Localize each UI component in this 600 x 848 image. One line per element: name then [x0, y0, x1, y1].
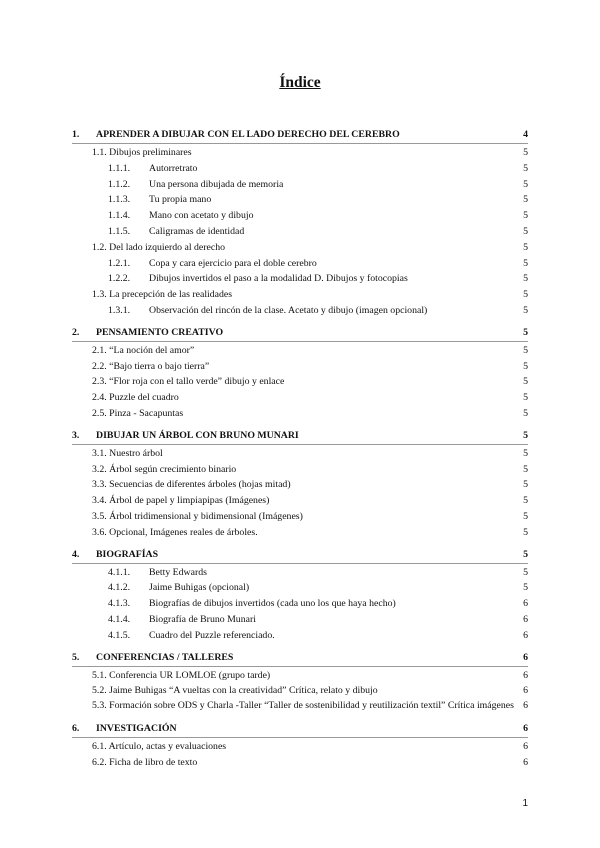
toc-subitem-number: 1.2.1.: [108, 257, 131, 269]
toc-page-number: 5: [523, 289, 528, 301]
toc-item[interactable]: [72, 240, 528, 256]
toc-subitem-text: Jaime Buhigas (opcional): [149, 582, 250, 594]
toc-subitem-text: Biografía de Bruno Munari: [149, 613, 256, 625]
toc-subitem-text: Dibujos invertidos el paso a la modalidad D. Dibujos y fotocopias: [149, 273, 408, 285]
toc-heading[interactable]: [72, 546, 528, 564]
toc-item-text: 3.5. Árbol tridimensional y bidimensional (Imágenes): [92, 510, 303, 522]
toc-page-number: 5: [523, 241, 528, 253]
toc-heading-text: DIBUJAR UN ÁRBOL CON BRUNO MUNARI: [96, 429, 299, 441]
toc-subitem-text: Betty Edwards: [149, 566, 207, 578]
toc-item[interactable]: [72, 145, 528, 161]
toc-item[interactable]: [72, 509, 528, 525]
toc-page-number: 5: [523, 360, 528, 372]
toc-page-number: 6: [523, 740, 528, 752]
toc-subitem[interactable]: [72, 628, 528, 644]
toc-subitem[interactable]: [72, 596, 528, 612]
toc-item[interactable]: [72, 739, 528, 755]
toc-heading[interactable]: [72, 324, 528, 342]
toc-page-number: 5: [523, 304, 528, 316]
toc-page-number: 5: [523, 548, 528, 560]
toc-item-text: 2.5. Pinza - Sacapuntas: [92, 407, 184, 419]
toc-subitem-text: Autorretrato: [149, 162, 198, 174]
toc-subitem-number: 1.3.1.: [108, 304, 131, 316]
toc-item-text: 1.1. Dibujos preliminares: [92, 147, 192, 158]
toc-heading[interactable]: [72, 720, 528, 738]
toc-item[interactable]: [72, 755, 528, 771]
toc-page-number: 5: [523, 495, 528, 507]
toc-section: [72, 126, 528, 319]
toc-item-text: 3.2. Árbol según crecimiento binario: [92, 463, 237, 475]
toc-page-number: 5: [523, 210, 528, 222]
document-title: Índice: [279, 74, 321, 91]
toc-heading-number: 6.: [72, 722, 80, 734]
toc-page-number: 5: [523, 376, 528, 388]
toc-subitem-text: Observación del rincón de la clase. Acetato y dibujo (imagen opcional): [149, 304, 428, 316]
toc-subitem[interactable]: [72, 208, 528, 224]
toc-page-number: 6: [523, 685, 528, 697]
toc-heading-number: 3.: [72, 429, 80, 441]
toc-section: [72, 324, 528, 422]
toc-page-number: 6: [523, 613, 528, 625]
toc-subitem[interactable]: [72, 612, 528, 628]
toc-item[interactable]: [72, 699, 528, 715]
toc-item-text: 1.2. Del lado izquierdo al derecho: [92, 241, 226, 253]
toc-page-number: 5: [523, 147, 528, 158]
toc-heading-text: PENSAMIENTO CREATIVO: [96, 326, 224, 338]
toc-page-number: 5: [523, 225, 528, 237]
toc-subitem-text: Copa y cara ejercicio para el doble cerebro: [149, 257, 317, 269]
toc-heading-text: INVESTIGACIÓN: [96, 722, 177, 734]
toc-item-text: 5.1. Conferencia UR LOMLOE (grupo tarde): [92, 669, 271, 681]
toc-subitem-number: 1.1.1.: [108, 162, 131, 174]
toc-item-text: 3.3. Secuencias de diferentes árboles (hojas mitad): [92, 479, 291, 491]
toc-page-number: 6: [523, 598, 528, 610]
toc-page-number: 5: [523, 257, 528, 269]
toc-subitem[interactable]: [72, 161, 528, 177]
toc-page-number: 5: [523, 162, 528, 174]
toc-heading[interactable]: [72, 649, 528, 667]
toc-heading-number: 5.: [72, 651, 80, 663]
toc-heading-text: APRENDER A DIBUJAR CON EL LADO DERECHO DEL CEREBRO: [96, 129, 400, 140]
toc-section: [72, 427, 528, 541]
toc-page-number: 5: [523, 463, 528, 475]
toc-item-text: 2.4. Puzzle del cuadro: [92, 392, 179, 404]
toc-section: [72, 720, 528, 771]
toc-item[interactable]: [72, 359, 528, 375]
toc-page-number: 5: [523, 526, 528, 538]
toc-subitem-number: 4.1.3.: [108, 598, 131, 610]
toc-page-number: 6: [523, 722, 528, 734]
toc-page-number: 5: [523, 273, 528, 285]
toc-item[interactable]: [72, 287, 528, 303]
toc-item[interactable]: [72, 406, 528, 422]
toc-subitem[interactable]: [72, 177, 528, 193]
toc-page-number: 6: [523, 651, 528, 663]
toc-item-text: 6.2. Ficha de libro de texto: [92, 756, 198, 768]
toc-section: [72, 649, 528, 715]
toc-subitem[interactable]: [72, 256, 528, 272]
toc-heading[interactable]: [72, 427, 528, 445]
toc-heading-number: 2.: [72, 326, 80, 338]
toc-item-text: 2.3. “Flor roja con el tallo verde” dibujo y enlace: [92, 376, 285, 388]
toc-subitem-number: 1.1.4.: [108, 210, 131, 222]
toc-item-text: 2.2. “Bajo tierra o bajo tierra”: [92, 360, 210, 372]
toc-page-number: 6: [523, 700, 528, 712]
toc-page-number: 4: [523, 129, 528, 140]
toc-page-number: 5: [523, 447, 528, 459]
toc-item-text: 5.2. Jaime Buhigas “A vueltas con la creatividad” Crítica, relato y dibujo: [92, 685, 378, 697]
toc-subitem-number: 4.1.1.: [108, 566, 131, 578]
toc-item[interactable]: [72, 462, 528, 478]
toc-subitem-text: Una persona dibujada de memoria: [149, 178, 284, 190]
toc-item[interactable]: [72, 343, 528, 359]
toc-subitem-text: Caligramas de identidad: [149, 225, 245, 237]
toc-page-number: 5: [523, 582, 528, 594]
toc-page-number: 5: [523, 392, 528, 404]
toc-item[interactable]: [72, 525, 528, 541]
toc-subitem-text: Tu propia mano: [149, 194, 212, 206]
toc-page-number: 5: [523, 344, 528, 356]
toc-subitem-number: 1.1.3.: [108, 194, 131, 206]
toc-page-number: 5: [523, 566, 528, 578]
toc-heading[interactable]: [72, 126, 528, 144]
toc-item[interactable]: [72, 668, 528, 684]
page-number: 1: [522, 798, 528, 809]
toc-page-number: 5: [523, 510, 528, 522]
toc-page-number: 5: [523, 479, 528, 491]
toc-item[interactable]: [72, 493, 528, 509]
toc-subitem-number: 4.1.4.: [108, 613, 131, 625]
toc-item[interactable]: [72, 477, 528, 493]
toc-item[interactable]: [72, 683, 528, 699]
toc-subitem[interactable]: [72, 224, 528, 240]
toc-section: [72, 546, 528, 644]
toc-page-number: 6: [523, 669, 528, 681]
toc-page-number: 6: [523, 629, 528, 641]
toc-subitem[interactable]: [72, 580, 528, 596]
toc-heading-number: 4.: [72, 548, 80, 560]
toc-subitem-number: 4.1.2.: [108, 582, 131, 594]
toc-item-text: 3.1. Nuestro árbol: [92, 447, 163, 459]
toc-subitem[interactable]: [72, 271, 528, 287]
table-of-contents: [72, 126, 528, 771]
toc-item-text: 2.1. “La noción del amor”: [92, 344, 195, 356]
toc-subitem-number: 1.2.2.: [108, 273, 131, 285]
toc-item[interactable]: [72, 390, 528, 406]
toc-item-text: 3.4. Árbol de papel y limpiapipas (Imágenes): [92, 495, 270, 507]
toc-subitem-text: Biografías de dibujos invertidos (cada uno los que haya hecho): [149, 598, 396, 610]
toc-subitem[interactable]: [72, 192, 528, 208]
toc-item-text: 5.3. Formación sobre ODS y Charla -Taller “Taller de sostenibilidad y reutilización textil” Crítica imágenes: [92, 700, 514, 712]
toc-page-number: 5: [523, 326, 528, 338]
toc-page-number: 5: [523, 407, 528, 419]
toc-subitem[interactable]: [72, 565, 528, 581]
toc-item-text: 1.3. La precepción de las realidades: [92, 289, 233, 301]
toc-item[interactable]: [72, 446, 528, 462]
toc-page-number: 5: [523, 429, 528, 441]
toc-subitem-number: 1.1.2.: [108, 178, 131, 190]
toc-page-number: 5: [523, 194, 528, 206]
toc-subitem-text: Cuadro del Puzzle referenciado.: [149, 629, 275, 641]
toc-item[interactable]: [72, 374, 528, 390]
toc-heading-number: 1.: [72, 129, 80, 140]
toc-heading-text: CONFERENCIAS / TALLERES: [96, 651, 234, 663]
toc-subitem-number: 1.1.5.: [108, 225, 131, 237]
toc-subitem[interactable]: [72, 303, 528, 319]
toc-page-number: 5: [523, 178, 528, 190]
toc-item-text: 3.6. Opcional, Imágenes reales de árboles.: [92, 526, 258, 538]
toc-subitem-number: 4.1.5.: [108, 629, 131, 641]
toc-subitem-text: Mano con acetato y dibujo: [149, 210, 254, 222]
toc-page-number: 6: [523, 756, 528, 768]
toc-item-text: 6.1. Artículo, actas y evaluaciones: [92, 740, 227, 752]
toc-heading-text: BIOGRAFÍAS: [96, 548, 159, 560]
